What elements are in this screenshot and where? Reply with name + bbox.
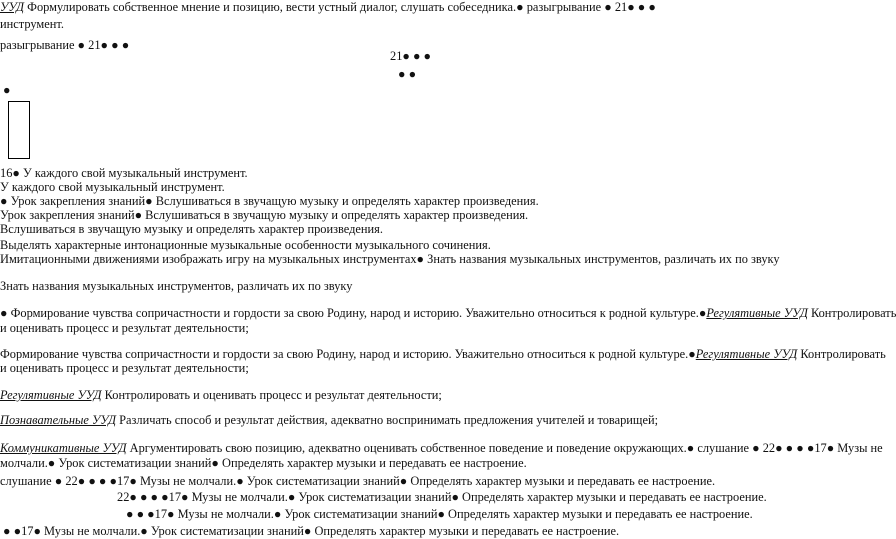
text-line: молчали.● Урок систематизации знаний● Определять характер музыки и передавать ее настроение.	[0, 456, 527, 470]
text-line: Знать названия музыкальных инструментов, различать их по звуку	[0, 279, 353, 293]
text-line: Вслушиваться в звучащую музыку и определять характер произведения.	[0, 222, 383, 236]
text-line: слушание ● 22● ● ● ●17● Музы не молчали.● Урок систематизации знаний● Определять характер музыки и передавать ее настроение.	[0, 474, 716, 488]
uud-header-label: УУД	[0, 0, 25, 14]
communicative-uud-label: Коммуникативные УУД	[0, 441, 127, 455]
regulative-uud-label: Регулятивные УУД	[0, 388, 102, 402]
text-line: У каждого свой музыкальный инструмент.	[0, 180, 225, 194]
regulative-line	[0, 306, 896, 321]
text-line: Урок закрепления знаний● Вслушиваться в звучащую музыку и определять характер произведения.	[0, 208, 529, 222]
paragraph-text: Контролировать	[807, 306, 896, 320]
text-line: ● Урок закрепления знаний● Вслушиваться в звучащую музыку и определять характер произведения.	[0, 194, 539, 208]
bullet-line: ●	[3, 83, 11, 97]
paragraph-text: Аргументировать свою позицию, адекватно оценивать собственное поведение и поведение окружающих.● слушание ● 22● ● ● ●17● Музы не	[126, 441, 883, 455]
text-line: инструмент.	[0, 17, 64, 31]
regulative-line	[0, 388, 442, 403]
text-line: и оценивать процесс и результат деятельности;	[0, 321, 249, 335]
paragraph-text: Различать способ и результат действия, адекватно воспринимать предложения учителей и товарищей;	[116, 413, 659, 427]
bullet-line: ● ●	[398, 67, 417, 81]
communicative-line	[0, 441, 883, 456]
paragraph-text: Контролировать и оценивать процесс и результат деятельности;	[101, 388, 442, 402]
paragraph-text: ● Формирование чувства сопричастности и гордости за свою Родину, народ и историю. Уважительно относиться к родной культуре.●	[0, 306, 707, 320]
text-line: 21● ● ●	[390, 49, 432, 63]
text-line: 16● У каждого свой музыкальный инструмент.	[0, 166, 248, 180]
regulative-line	[0, 347, 886, 362]
cognitive-line	[0, 413, 658, 428]
text-line: Имитационными движениями изображать игру на музыкальных инструментах● Знать названия музыкальных инструментов, различать их по звуку	[0, 252, 780, 266]
paragraph-text: Контролировать	[797, 347, 886, 361]
regulative-uud-label: Регулятивные УУД	[706, 306, 808, 320]
text-line: ● ● ●17● Музы не молчали.● Урок систематизации знаний● Определять характер музыки и передавать ее настроение.	[126, 507, 753, 521]
regulative-uud-label: Регулятивные УУД	[695, 347, 798, 361]
paragraph-text: Формирование чувства сопричастности и гордости за свою Родину, народ и историю. Уважительно относиться к родной культуре.●	[0, 347, 696, 361]
text-line: Выделять характерные интонационные музыкальные особенности музыкального сочинения.	[0, 238, 491, 252]
empty-frame	[8, 101, 30, 159]
text-line: разыгрывание ● 21● ● ●	[0, 38, 130, 52]
text-line: 22● ● ● ●17● Музы не молчали.● Урок систематизации знаний● Определять характер музыки и передавать ее настроение.	[117, 490, 767, 504]
text-line: ● ●17● Музы не молчали.● Урок систематизации знаний● Определять характер музыки и передавать ее настроение.	[3, 524, 620, 538]
cognitive-uud-label: Познавательные УУД	[0, 413, 117, 427]
text-line: и оценивать процесс и результат деятельности;	[0, 361, 249, 375]
uud-header-text: Формулировать собственное мнение и позицию, вести устный диалог, слушать собеседника.● разыгрывание ● 21● ● ●	[24, 0, 656, 14]
uud-header-line	[0, 0, 656, 15]
